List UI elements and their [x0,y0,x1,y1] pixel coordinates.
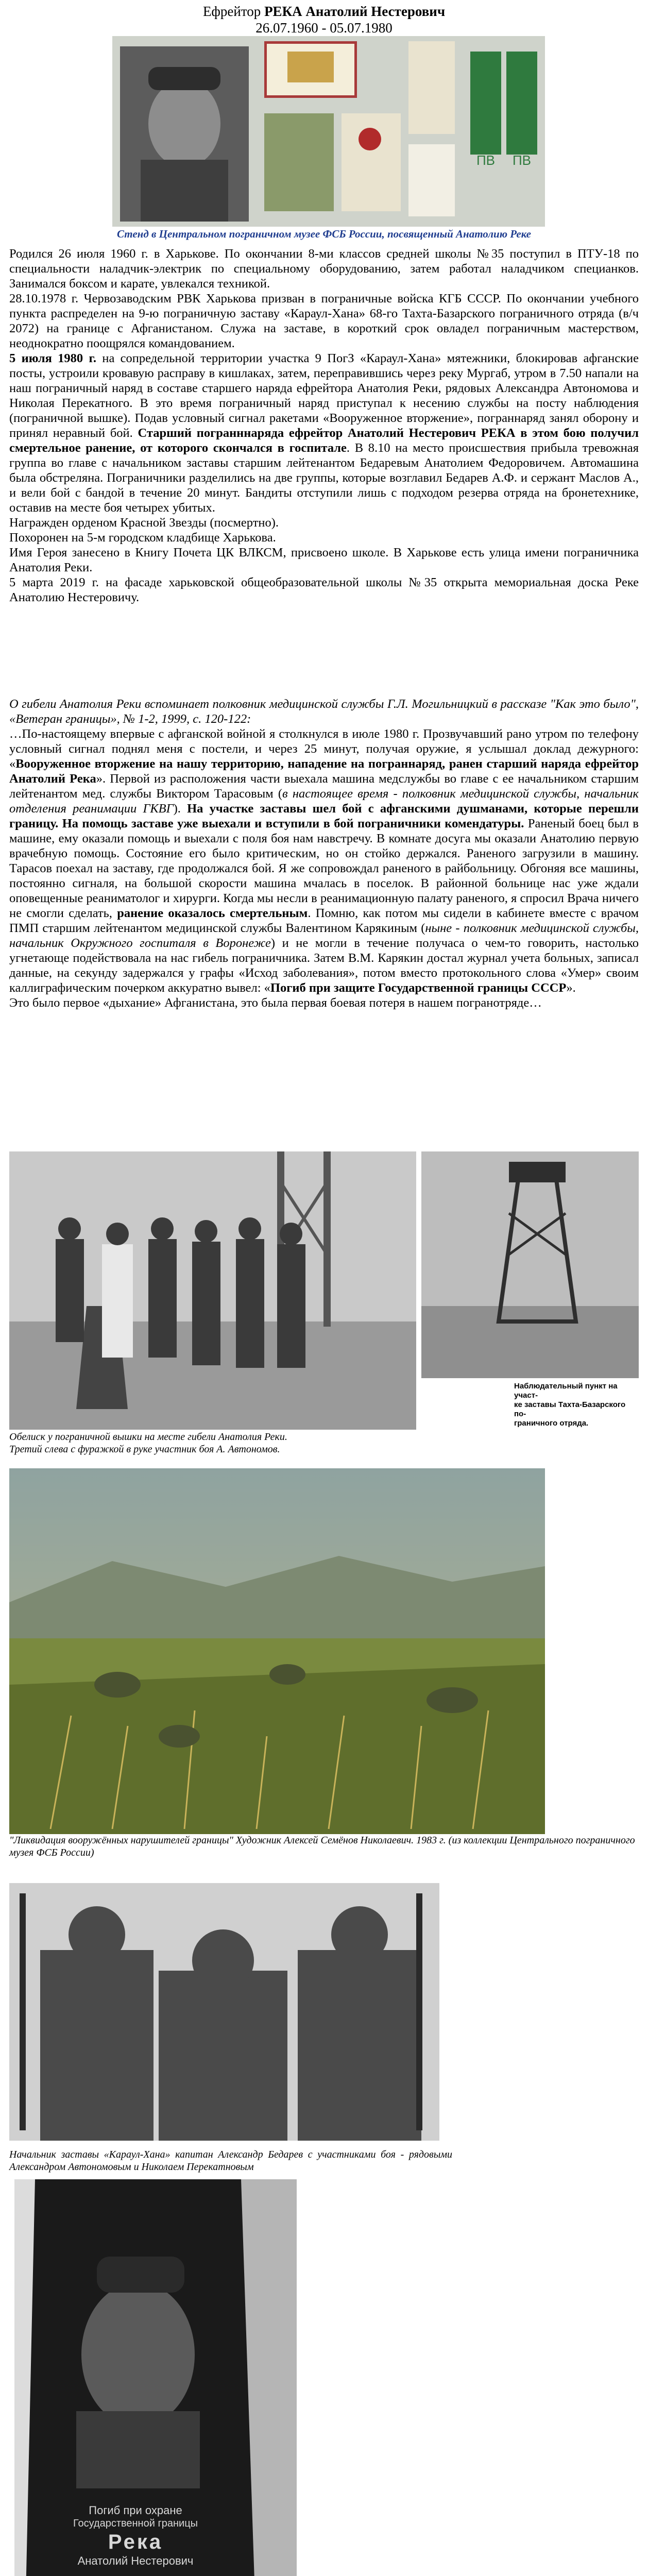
painting-caption: "Ликвидация вооружённых нарушителей границы" Художник Алексей Семёнов Николаевич. 1983 г. (из коллекции Центрального пограничного музея ФСБ России) [9,1835,635,1858]
title-prefix: Ефрейтор [202,4,265,19]
observation-tower-photo [421,1151,639,1378]
painting-image [9,1468,545,1834]
obelisk-photo [9,1151,416,1430]
badge-pv-right: ПВ [512,152,532,168]
group-photo [9,1883,439,2141]
biography-text [9,246,639,605]
grave-line-2: Государственной границы [73,2518,198,2529]
museum-stand-photo [112,36,545,227]
memoir-closing: Это было первое «дыхание» Афганистана, это была первая боевая потеря в нашем погранотряде… [9,996,542,1010]
plaque-line: 5 марта 2019 г. на фасаде харьковской общеобразовательной школы №35 открыта мемориальная доска Реке Анатолию Нестеровичу. [9,575,639,604]
title-name: РЕКА Анатолий Нестерович [264,4,446,19]
bio-paragraph: 28.10.1978 г. Червозаводским РВК Харькова призван в пограничные войска КГБ СССР. По окончании учебного пункта распределен на 9-ю пограничную заставу «Караул-Хана» 68-го Тахта-Базарского пограничного отряда (в/ч 2072) на границе с Афганистаном. Служа на заставе, в короткий срок овладел пограничным мастерством, неоднократно поощрялся командованием. [9,292,639,350]
honor-line: Имя Героя занесено в Книгу Почета ЦК ВЛКСМ, присвоено школе. В Харькове есть улица имени пограничника Анатолия Реки. [9,546,639,574]
page-title [9,3,639,20]
observation-tower-caption: Наблюдательный пункт на участ- ке заставы Тахта-Базарского по- граничного отряда. [514,1382,626,1428]
grave-line-1: Погиб при охране [89,2504,182,2517]
obelisk-caption: Обелиск у пограничной вышки на месте гибели Анатолия Реки. Третий слева с фуражкой в руке участник боя А. Автономов. [9,1431,287,1455]
life-dates: 26.07.1960 - 05.07.1980 [255,20,393,36]
grave-line-4: Анатолий Нестерович [77,2554,194,2567]
grave-line-3: Река [108,2531,163,2553]
memoir-intro: О гибели Анатолия Реки вспоминает полковник медицинской службы Г.Л. Могильницкий в рассказе "Как это было", «Ветеран границы», № 1-2, 1999, с. 120-122: [9,697,639,726]
battle-highlight: Старший погранннаряда ефрейтор Анатолий Нестерович РЕКА в этом бою получил смертельное ранение, от которого скончался в госпитале [9,426,639,455]
bio-paragraph: Родился 26 июля 1960 г. в Харькове. По окончании 8-ми классов средней школы №35 поступил в ПТУ-18 по специальности наладчик-электрик по специальному оборудованию, затем работал наладчиком специанков. Занимался боксом и карате, увлекался техникой. [9,247,639,291]
memoir-text [9,697,639,1010]
museum-stand-caption: Стенд в Центральном пограничном музее ФСБ России, посвященный Анатолию Реке [117,228,531,240]
memoir-body: …По-настоящему впервые с афганской войной я столкнулся в июле 1980 г. Прозвучавший рано утром по телефону условный сигнал поднял меня с постели, и через 25 минут, получая оружие, я услышал доклад дежурного: «Вооруженное вторжение на нашу территорию, нападение на пограннаряд, ранен старший наряда ефрейтор Анатолий Река». Первой из расположения части выехала машина медслужбы во главе с ее начальником старшим лейтенантом мед. службы Виктором Тарасовым (в настоящее время - полковник медицинской службы, начальник отделения реанимации ГКВГ). На участке заставы шел бой с афганскими душманами, которые перешли границу. На помощь заставе уже выехали и вступили в бой пограничники комендатуры. Раненый боец был в машине, ему оказали помощь и выехали с поля боя нам навстречу. В комнате досуга мы оказали Анатолию первую врачебную помощь. Состояние его было критическим, но он стойко держался. Раненого загрузили в машину. Тарасов поехал на заставу, где продолжался бой. Я же сопровождал раненого в райбольницу. Обгоняя все машины, постоянно сигналя, на большой скорости машина мчалась в поселок. В районной больнице нас уже ждали оповещенные реаниматолог и хирурги. Когда мы несли в реанимационную палату раненого, я спросил Врача ничего не смогли сделать, ранение оказалось смертельным. Помню, как потом мы сидели в кабинете вместе с врачом ПМП старшим лейтенантом медицинской службы Валентином Карякиным (ныне - полковник медицинской службы, начальник Окружного госпиталя в Воронеже) и не могли в течение получаса о чем-то говорить, настолько угнетающе подействовала на нас гибель пограничника. Затем В.М. Карякин достал журнал учета больных, записал данные, на секунду задержался у графы «Исход заболевания», потом вместо протокольного слова «Умер» своим каллиграфическим почерком аккуратно вывел: «Погиб при защите Государственной границы СССР». [9,727,639,995]
burial-line: Похоронен на 5-м городском кладбище Харькова. [9,531,276,545]
badge-pv-left: ПВ [476,152,496,168]
award-line: Награжден орденом Красной Звезды (посмертно). [9,516,279,530]
battle-date: 5 июля 1980 г. [9,351,96,365]
battle-paragraph: 5 июля 1980 г. на сопредельной территории участка 9 ПогЗ «Караул-Хана» мятежники, блокировав афганские посты, устроили кровавую расправу в кишлаках, затем, переправившись через реку Мургаб, утром в 7.50 напали на наш пограничный наряд в составе старшего наряда ефрейтора Анатолия Реки, рядовых Александра Автономова и Николая Перекатного. В это время пограничный наряд приступал к несению службы на посту наблюдения (пограничной вышке). Подав условный сигнал ракетами «Вооруженное вторжение», пограннаряд занял оборону и принял неравный бой. Старший погранннаряда ефрейтор Анатолий Нестерович РЕКА в этом бою получил смертельное ранение, от которого скончался в госпитале. В 8.10 на место происшествия прибыла тревожная группа во главе с начальником заставы старшим лейтенантом Бедаревым Анатолием Федоровичем. Автомашина была обстреляна. Пограничники разделились на две группы, которые возглавил Бедарев А.Ф. и сержант Маслов А., и вели бой с бандой в течение 20 минут. Бандиты отступили лишь с подходом резерва отряда на бронетехнике, оставив на месте боя четырех убитых. [9,351,639,515]
group-photo-caption: Начальник заставы «Караул-Хана» капитан Александр Бедарев с участниками боя - рядовыми Александром Автономовым и Николаем Перекатновым [9,2149,452,2173]
grave-inscription [50,2504,220,2568]
